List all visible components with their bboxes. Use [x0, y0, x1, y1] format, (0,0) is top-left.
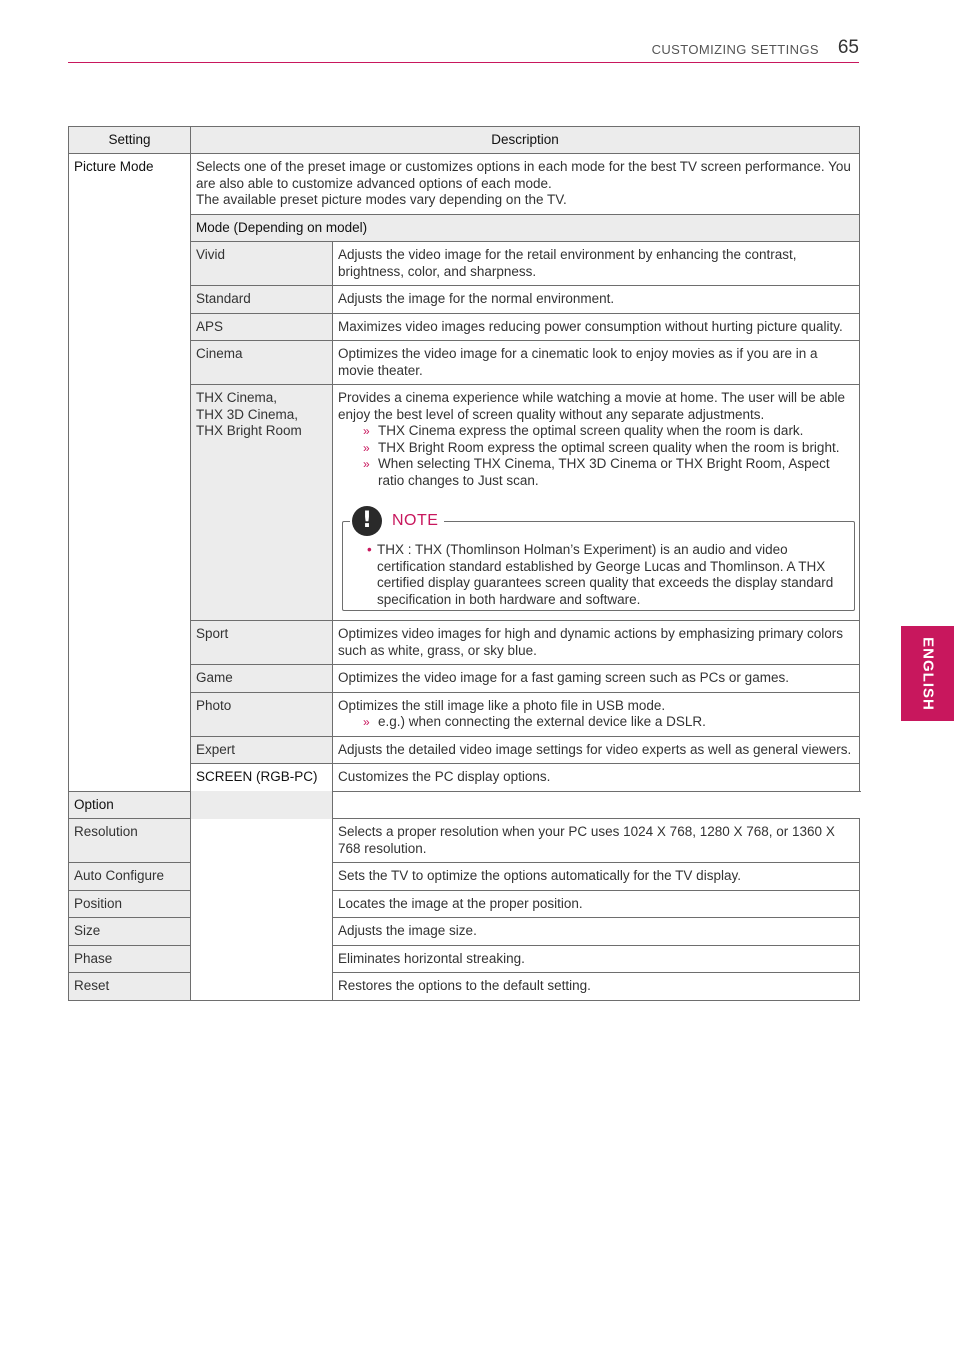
option-name: Reset [69, 973, 191, 1001]
option-name: Auto Configure [69, 863, 191, 891]
table-subheader-row [69, 791, 860, 819]
bullet-item [338, 714, 855, 731]
mode-description: Maximizes video images reducing power consumption without hurting picture quality. [333, 313, 860, 341]
mode-name: Cinema [191, 341, 333, 385]
mode-description [333, 385, 860, 621]
mode-subheader: Mode (Depending on model) [191, 214, 860, 242]
table-row [69, 154, 860, 215]
option-description: Restores the options to the default setting. [333, 973, 860, 1001]
setting-screen-rgb-pc: SCREEN (RGB-PC) [191, 764, 333, 1001]
picture-mode-intro [191, 154, 860, 215]
mode-name [191, 385, 333, 621]
table-row [69, 918, 860, 946]
note-body: THX : THX (Thomlinson Holman’s Experiment) is an audio and video certification standard established by George Lucas and Thomlinson. A THX certified display guarantees screen quality that exceeds the display standard specification in both hardware and software. [377, 542, 834, 607]
bullet-marker: » [363, 457, 370, 471]
bullet-text: e.g.) when connecting the external device like a DSLR. [378, 714, 706, 729]
mode-name: Sport [191, 621, 333, 665]
mode-description: Optimizes the video image for a fast gaming screen such as PCs or games. [333, 665, 860, 693]
table-row [69, 819, 860, 863]
exclamation-icon: ! [352, 506, 382, 536]
option-description: Selects a proper resolution when your PC uses 1024 X 768, 1280 X 768, or 1360 X 768 resolution. [333, 819, 860, 863]
mode-description: Adjusts the image for the normal environment. [333, 286, 860, 314]
mode-name: APS [191, 313, 333, 341]
table-row [69, 973, 860, 1001]
note-text [367, 542, 849, 608]
thx-name-line: THX Bright Room [196, 423, 302, 438]
photo-description: Optimizes the still image like a photo file in USB mode. [338, 697, 666, 713]
note-callout [342, 505, 855, 611]
page-header [68, 36, 859, 63]
note-header [350, 505, 444, 537]
table-row [69, 863, 860, 891]
table-row [69, 890, 860, 918]
mode-name: Expert [191, 736, 333, 764]
note-title: NOTE [392, 511, 439, 529]
option-description: Adjusts the image size. [333, 918, 860, 946]
section-title: CUSTOMIZING SETTINGS [651, 42, 819, 57]
table-header-row [69, 127, 860, 154]
mode-name: Standard [191, 286, 333, 314]
option-description: Eliminates horizontal streaking. [333, 945, 860, 973]
thx-description: Provides a cinema experience while watching a movie at home. The user will be able enjoy the best level of screen quality without any separate adjustments. [338, 390, 846, 422]
bullet-text: THX Cinema express the optimal screen quality when the room is dark. [378, 423, 804, 438]
option-name: Size [69, 918, 191, 946]
option-description: Sets the TV to optimize the options automatically for the TV display. [333, 863, 860, 891]
option-name: Phase [69, 945, 191, 973]
table-row [69, 945, 860, 973]
intro-text: Selects one of the preset image or customizes options in each mode for the best TV screen performance. You are also able to customize advanced options of each mode. [196, 159, 851, 191]
settings-table [68, 126, 860, 1001]
description-column-header: Description [191, 127, 860, 154]
mode-name: Game [191, 665, 333, 693]
option-subheader: Option [69, 791, 333, 819]
thx-name-line: THX Cinema, [196, 390, 278, 405]
mode-description: Adjusts the detailed video image settings for video experts as well as general viewers. [333, 736, 860, 764]
screen-intro: Customizes the PC display options. [333, 764, 860, 792]
mode-name: Photo [191, 692, 333, 736]
bullet-text: THX Bright Room express the optimal screen quality when the room is bright. [378, 439, 840, 455]
note-bullet: • [367, 542, 372, 557]
option-name: Position [69, 890, 191, 918]
option-description: Locates the image at the proper position. [333, 890, 860, 918]
mode-description [333, 692, 860, 736]
thx-name-line: THX 3D Cinema, [196, 406, 299, 422]
intro-text: The available preset picture modes vary depending on the TV. [196, 192, 567, 207]
bullet-marker: » [363, 424, 370, 438]
bullet-marker: » [363, 440, 370, 455]
setting-column-header: Setting [69, 127, 191, 154]
mode-description: Optimizes video images for high and dynamic actions by emphasizing primary colors such as white, grass, or sky blue. [333, 621, 860, 665]
mode-description: Adjusts the video image for the retail environment by enhancing the contrast, brightness, color, and sharpness. [333, 242, 860, 286]
setting-picture-mode: Picture Mode [69, 154, 191, 792]
language-tab-label: ENGLISH [919, 636, 936, 711]
option-name: Resolution [69, 819, 191, 863]
bullet-text: When selecting THX Cinema, THX 3D Cinema or THX Bright Room, Aspect ratio changes to Just scan. [378, 456, 830, 488]
bullet-item [338, 440, 855, 457]
page-number: 65 [837, 37, 859, 58]
mode-name: Vivid [191, 242, 333, 286]
bullet-item [338, 423, 855, 440]
bullet-marker: » [363, 715, 370, 729]
bullet-item [338, 456, 855, 489]
mode-description: Optimizes the video image for a cinematic look to enjoy movies as if you are in a movie theater. [333, 341, 860, 385]
language-tab [901, 626, 954, 721]
